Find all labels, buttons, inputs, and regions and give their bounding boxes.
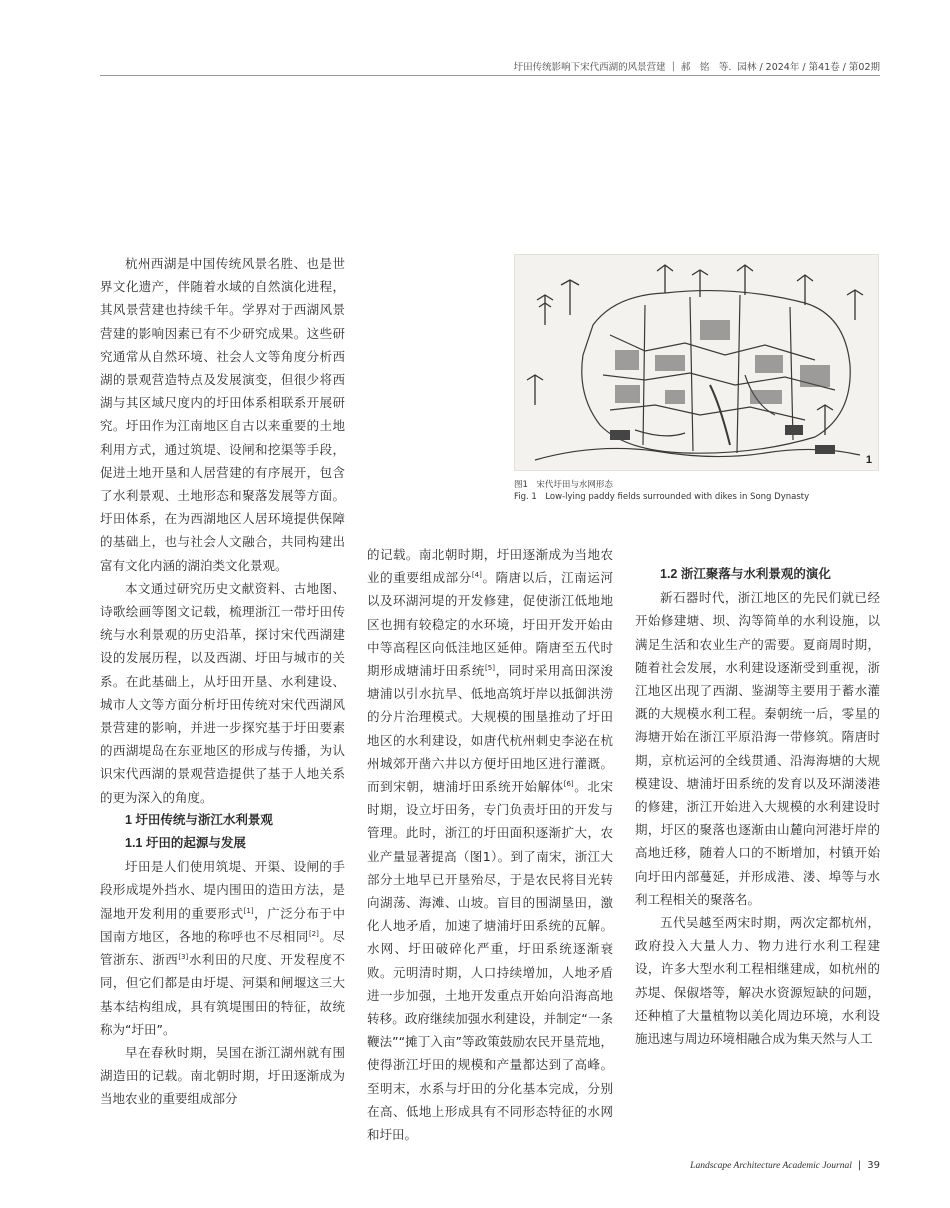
page-footer <box>690 1160 880 1171</box>
text-run: 早在春秋时期，吴国在浙江湖州就有围湖造田的记载。南北朝时期，圩田逐渐成为当地农业的重要组成部分 <box>100 1044 345 1107</box>
paragraph-intro-1: 杭州西湖是中国传统风景名胜、也是世界文化遗产，伴随着水域的自然演化进程，其风景营建也持续千年。学界对于西湖风景营建的影响因素已有不少研究成果。这些研究通常从自然环境、社会人文等角度分析西湖的景观营造特点及发展演变，但很少将西湖与其区域尺度内的圩田体系相联系开展研究。圩田作为江南地区自古以来重要的土地利用方式，通过筑堤、设闸和挖渠等手段，促进土地开垦和人居营建的有序展开，包含了水利景观、土地形态和聚落发展等方面。圩田体系，在为西湖地区人居环境提供保障的基础上，也与社会人文融合，共同构建出富有文化内涵的湖泊类文化景观。 <box>100 256 345 573</box>
text-run: 。北宋时期，设立圩田务，专门负责圩田的开发与管理。此时，浙江的圩田面积逐渐扩大，农业产量显著提高（图1）。到了南宋，浙江大部分土地早已开垦殆尽，于是农民将目光转向湖荡、海滩、山坡。盲目的围湖垦田，激化人地矛盾，加速了塘浦圩田系统的瓦解。水网、圩田破碎化严重，圩田系统逐渐衰败。元明清时期，人口持续增加，人地矛盾进一步加强，土地开发重点开始向沿海高地转移。政府继续加强水利建设，并制定“一条鞭法”“摊丁入亩”等政策鼓励农民开垦荒地，使得浙江圩田的规模和产量都达到了高峰。至明末，水系与圩田的分化基本完成，分别在高、低地上形成具有不同形态特征的水网和圩田。 <box>367 779 613 1143</box>
column-2 <box>367 543 613 1143</box>
paragraph-6: 五代吴越至两宋时期，两次定都杭州，政府投入大量人力、物力进行水利工程建设，许多大型水利工程相继建成，如杭州的苏堤、保俶塔等，解决水资源短缺的问题，还种植了大量植物以美化周边环境，水利设施迅速与周边环境相融合成为集天然与人工 <box>635 915 880 1047</box>
paragraph-intro-2: 本文通过研究历史文献资料、古地图、诗歌绘画等图文记载，梳理浙江一带圩田传统与水利景观的历史沿革，探讨宋代西湖建设的发展历程，以及西湖、圩田与城市的关系。在此基础上，从圩田开垦、水利建设、城市人文等方面分析圩田传统对宋代西湖风景营建的影响，并进一步探究基于圩田要素的西湖堤岛在东亚地区的形成与传播，为认识宋代西湖的景观营造提供了基于人地关系的更为深入的角度。 <box>100 580 345 805</box>
page-number: 39 <box>867 1160 880 1171</box>
footer-journal-name: Landscape Architecture Academic Journal <box>690 1160 852 1171</box>
header-article-title: 圩田传统影响下宋代西湖的风景营建 <box>513 62 666 73</box>
footer-separator: | <box>857 1160 862 1171</box>
paddy-field-sketch <box>515 255 878 470</box>
figure-caption <box>514 479 884 503</box>
section-heading-1: 1 圩田传统与浙江水利景观 <box>125 812 273 827</box>
figure-caption-en: Fig. 1 Low-lying paddy fields surrounded with dikes in Song Dynasty <box>514 492 810 502</box>
citation-ref: [5] <box>485 663 495 672</box>
text-run: 的记载。南北朝时期，圩田逐渐成为当地农业的重要组成部分 <box>367 547 613 586</box>
citation-ref: [2] <box>308 929 319 938</box>
text-run: 圩田是人们使用筑堤、开渠、设闸的手段形成堤外挡水、堤内围田的造田方法，是湿地开发利用的重要形式 <box>100 859 345 921</box>
column-3 <box>635 543 880 1143</box>
header-separator: | <box>671 60 675 72</box>
text-run: ，同时采用高田深浚塘浦以引水抗旱、低地高筑圩岸以抵御洪涝的分片治理模式。大规模的围垦推动了圩田地区的水利建设，如唐代杭州刺史李泌在杭州城郊开凿六井以方便圩田地区进行灌溉。而到宋朝，塘浦圩田系统开始解体 <box>367 663 613 795</box>
subsection-heading-1-1: 1.1 圩田的起源与发展 <box>125 836 246 851</box>
header-journal-info: 园林 / 2024年 / 第41卷 / 第02期 <box>737 62 880 73</box>
citation-ref: [3] <box>178 952 189 961</box>
citation-ref: [1] <box>243 906 254 915</box>
column-1 <box>100 252 345 1107</box>
citation-ref: [4] <box>471 571 482 580</box>
citation-ref: [6] <box>563 779 574 788</box>
figure-number: 1 <box>865 454 872 466</box>
paragraph-4 <box>367 543 613 1146</box>
paragraph-3 <box>100 855 345 1041</box>
text-run: 。尽管浙东、浙西 <box>100 928 345 968</box>
text-run: 水利田的尺度、开发程度不同，但它们都是由圩堤、河渠和闸堰这三大基本结构组成，具有筑堤围田的特征，故统称为“圩田”。 <box>100 952 345 1037</box>
running-header <box>100 58 880 74</box>
figure-caption-cn: 图1 宋代圩田与水网形态 <box>514 480 613 490</box>
header-rule <box>100 75 880 76</box>
paragraph-4-start <box>100 1041 345 1107</box>
paragraph-5: 新石器时代，浙江地区的先民们就已经开始修建塘、坝、沟等简单的水利设施，以满足生活和农业生产的需要。夏商周时期，随着社会发展，水利建设逐渐受到重视，浙江地区出现了西湖、鉴湖等主要用于蓄水灌溉的大规模水利工程。秦朝统一后，零星的海塘开始在浙江平原沿海一带修筑。隋唐时期，京杭运河的全线贯通、沿海海塘的大规模建设、塘浦圩田系统的发育以及环湖溇港的修建，浙江开始进入大规模的水利建设时期，圩区的聚落也逐渐由山麓向河港圩岸的高地迁移，随着人口的不断增加，村镇开始向圩田内部蔓延，并形成港、溇、埠等与水利工程相关的聚落名。 <box>635 590 880 907</box>
text-run: ，广泛分布于中国南方地区，各地的称呼也不尽相同 <box>100 905 345 944</box>
subsection-heading-1-2: 1.2 浙江聚落与水利景观的演化 <box>660 567 831 581</box>
figure-1-map-drawing <box>514 254 879 471</box>
header-authors: 郝 铭 等. <box>680 62 732 73</box>
text-run: 。隋唐以后，江南运河以及环湖河堤的开发修建，促使浙江低地地区也拥有较稳定的水环境，圩田开发开始由中等高程区向低洼地区延伸。隋唐至五代时期形成塘浦圩田系统 <box>367 570 613 679</box>
